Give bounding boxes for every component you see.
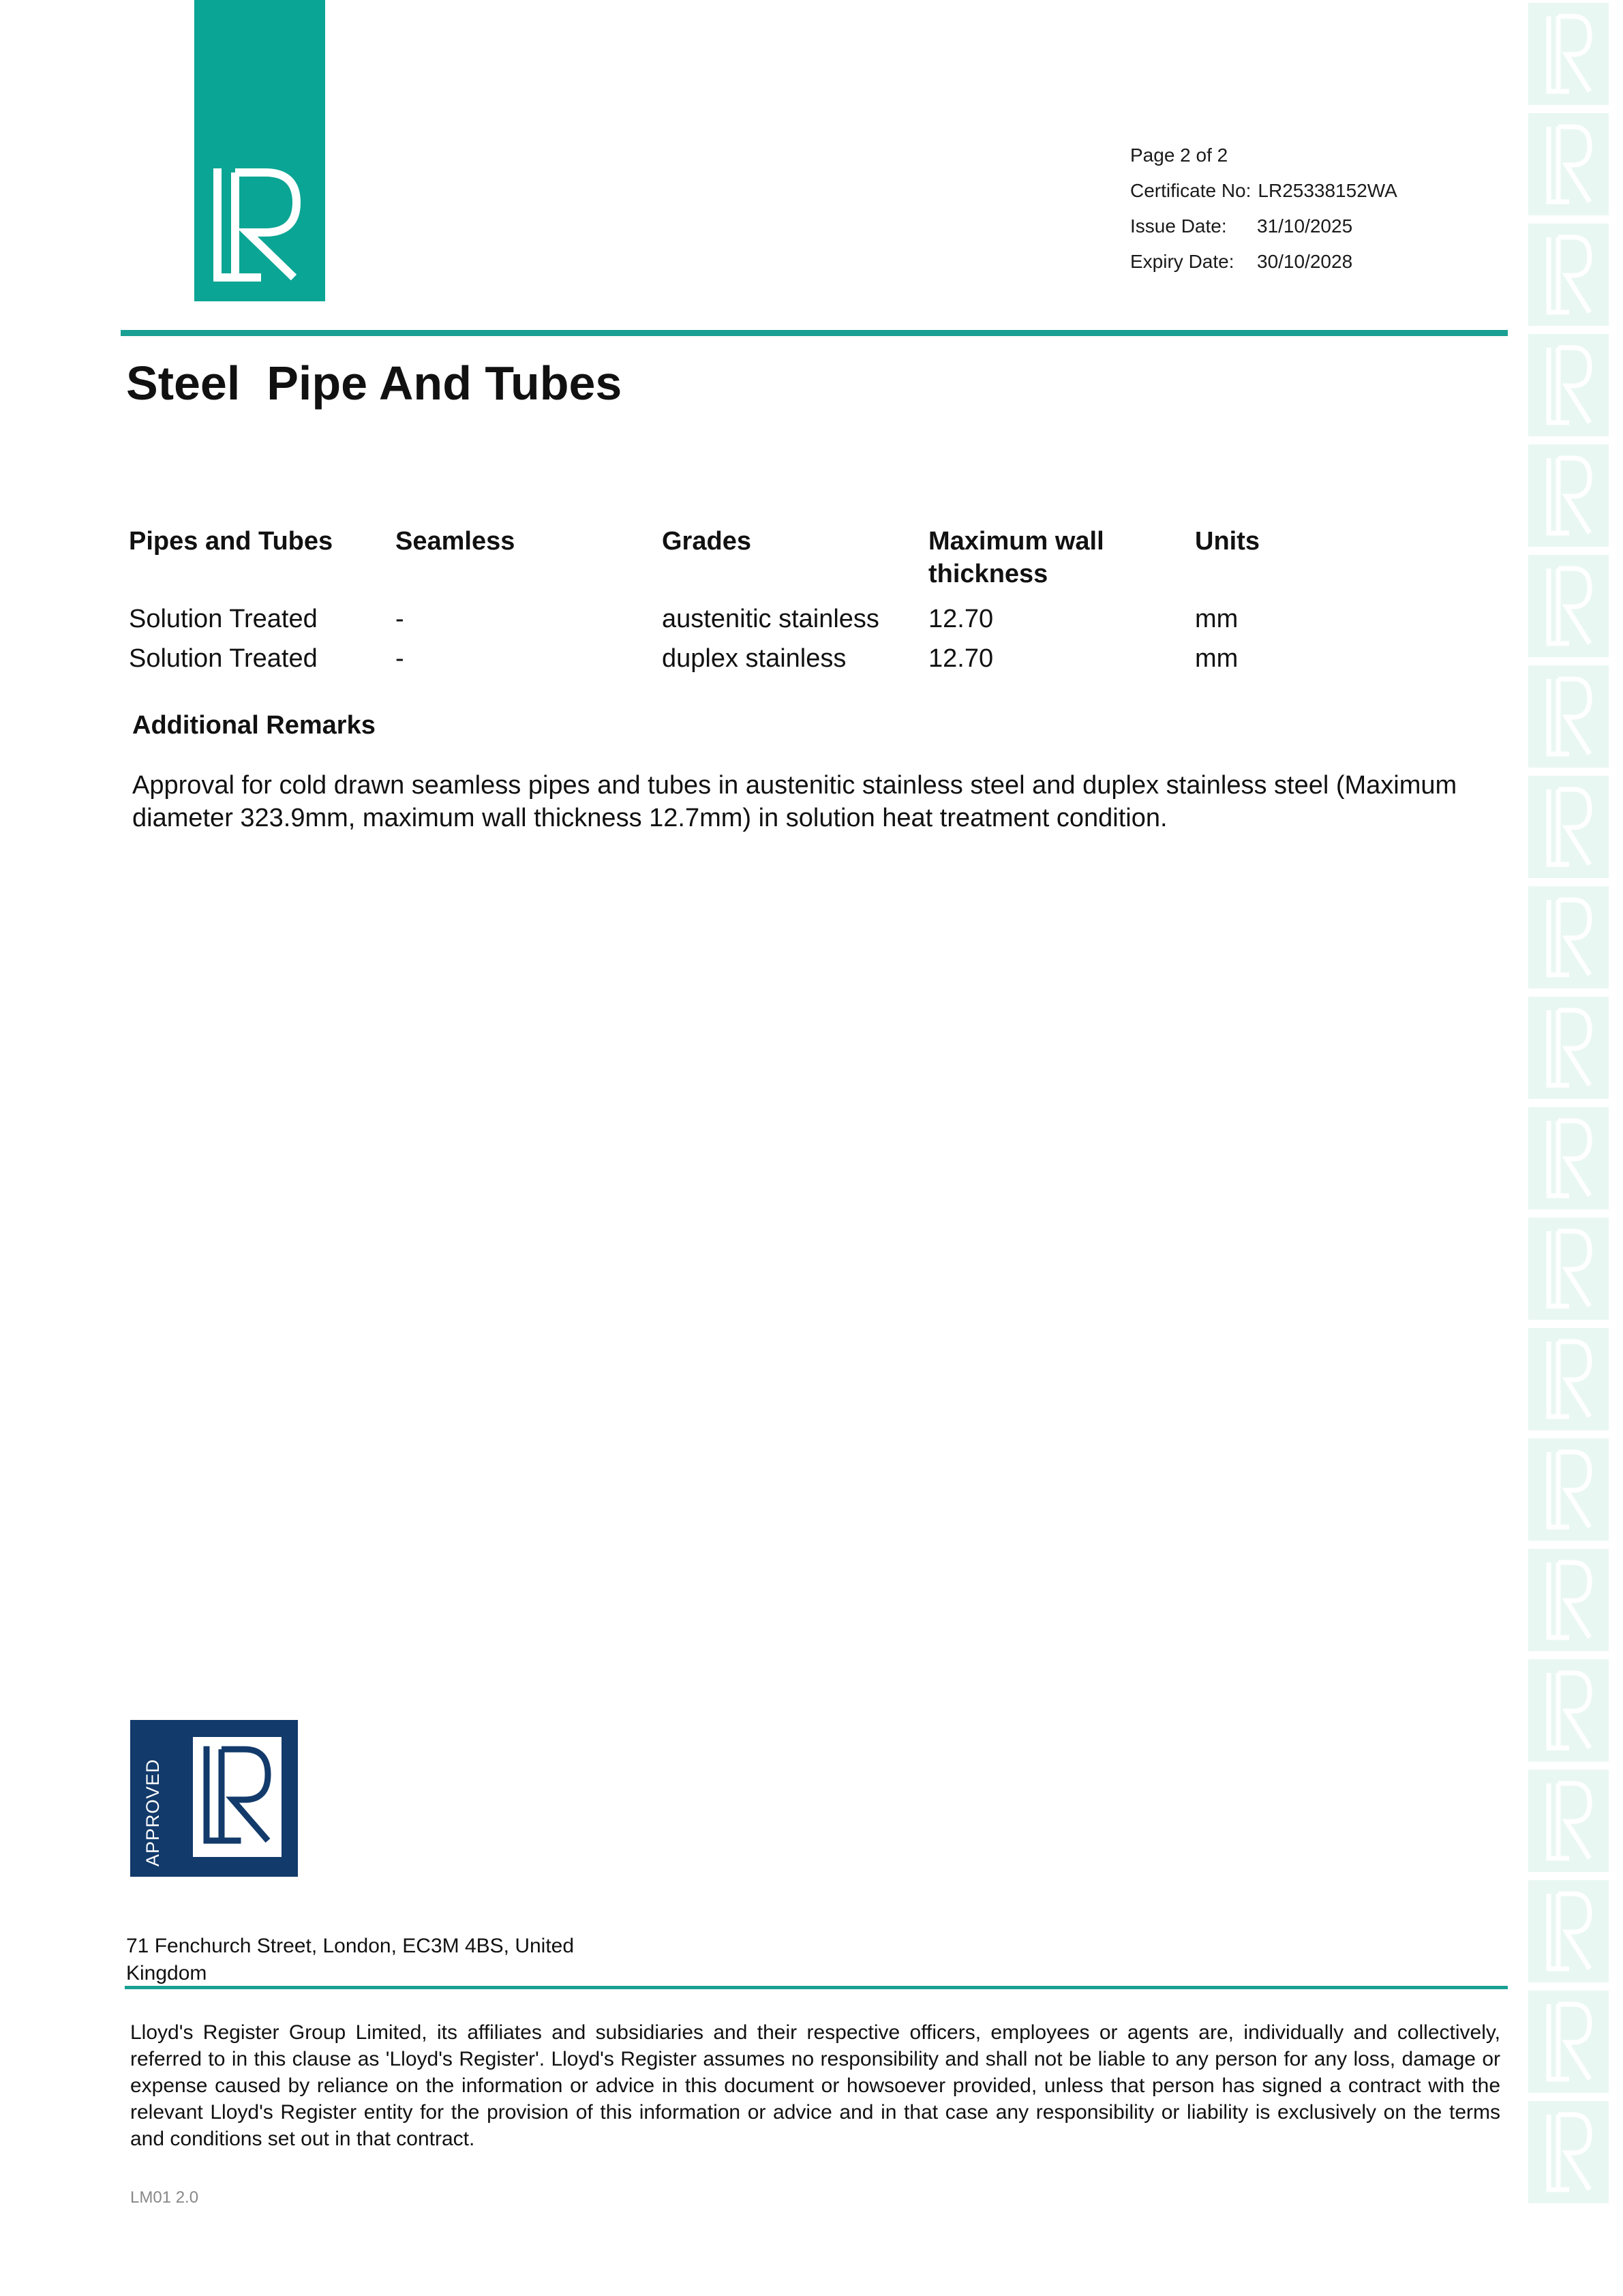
legal-disclaimer: Lloyd's Register Group Limited, its affiliates and subsidiaries and their respective officers, employees or agents are, individually and collectively, referred to in this clause as 'Lloyd's Register'. Lloyd's Register assumes no responsibility and shall not be liable to any person for any loss, damage or expense caused by reliance on the information or advice in this document or howsoever provided, unless that person has signed a contract with the relevant Lloyd's Register entity for the provision of this information or advice and in that case any responsibility or liability is exclusively on the terms and conditions set out in that contract.: [130, 2021, 1500, 2150]
column-header: Grades: [662, 527, 751, 556]
table-cell: Solution Treated: [129, 644, 318, 673]
certificate-number: LR25338152WA: [1258, 180, 1397, 201]
table-cell: -: [395, 644, 404, 673]
lr-watermark-icon: [1528, 113, 1609, 215]
badge-word: APPROVED: [142, 1758, 163, 1867]
table-cell: mm: [1195, 605, 1239, 633]
lr-watermark-icon: [1528, 1991, 1609, 2093]
lr-watermark-icon: [1528, 1438, 1609, 1541]
lr-watermark-icon: [1528, 1218, 1609, 1320]
badge-logo-panel: [193, 1737, 282, 1857]
remarks-heading: Additional Remarks: [132, 711, 376, 740]
column-header: Maximum wall thickness: [928, 527, 1104, 588]
table-cell: 12.70: [928, 605, 994, 633]
table-cell: mm: [1195, 644, 1239, 673]
lr-logo-icon: [194, 0, 325, 301]
issue-date-label: Issue Date:: [1130, 215, 1227, 237]
lr-watermark-icon: [1528, 1549, 1609, 1651]
expiry-date: 30/10/2028: [1257, 251, 1353, 272]
approval-table: [129, 525, 1356, 675]
lr-watermark-icon: [1528, 886, 1609, 988]
table-header-row: [129, 525, 1356, 590]
column-header: Seamless: [395, 527, 515, 556]
lr-watermark-strip: [1524, 0, 1613, 2296]
table-cell: -: [395, 605, 404, 633]
lr-watermark-icon: [1528, 997, 1609, 1099]
remarks-text: Approval for cold drawn seamless pipes and tubes in austenitic stainless steel and duplex stainless steel (Maximum diameter 323.9mm, maximum wall thickness 12.7mm) in solution heat treatment condition.: [132, 771, 1457, 832]
table-cell: austenitic stainless: [662, 605, 879, 633]
lr-watermark-icon: [1528, 1328, 1609, 1430]
header-divider: [121, 330, 1508, 336]
column-header: Units: [1195, 527, 1260, 556]
lr-watermark-icon: [1528, 334, 1609, 436]
lr-watermark-icon: [1528, 776, 1609, 878]
lr-watermark-icon: [1528, 665, 1609, 768]
table-row: [129, 596, 1356, 635]
lr-watermark-icon: [1528, 2101, 1609, 2203]
lr-watermark-icon: [1528, 3, 1609, 105]
form-code: LM01 2.0: [130, 2188, 199, 2207]
lr-watermark-icon: [1528, 224, 1609, 326]
lr-watermark-icon: [1528, 444, 1609, 547]
table-cell: Solution Treated: [129, 605, 318, 633]
certificate-meta: [1130, 138, 1397, 280]
footer-divider: [125, 1986, 1508, 1989]
table-row: [129, 635, 1356, 675]
lr-watermark-icon: [1528, 1880, 1609, 1982]
approved-badge-icon: [130, 1720, 298, 1877]
expiry-date-label: Expiry Date:: [1130, 251, 1234, 272]
table-cell: duplex stainless: [662, 644, 847, 673]
lr-watermark-icon: [1528, 1770, 1609, 1872]
issue-date: 31/10/2025: [1257, 215, 1353, 237]
table-cell: 12.70: [928, 644, 994, 673]
lr-watermark-icon: [1528, 1659, 1609, 1762]
certificate-label: Certificate No:: [1130, 180, 1252, 201]
column-header: Pipes and Tubes: [129, 527, 333, 556]
company-address: 71 Fenchurch Street, London, EC3M 4BS, United Kingdom: [126, 1935, 575, 1984]
page-number: Page 2 of 2: [1130, 145, 1228, 166]
page-title: Steel Pipe And Tubes: [126, 357, 622, 410]
lr-watermark-icon: [1528, 1107, 1609, 1209]
lr-watermark-icon: [1528, 555, 1609, 657]
